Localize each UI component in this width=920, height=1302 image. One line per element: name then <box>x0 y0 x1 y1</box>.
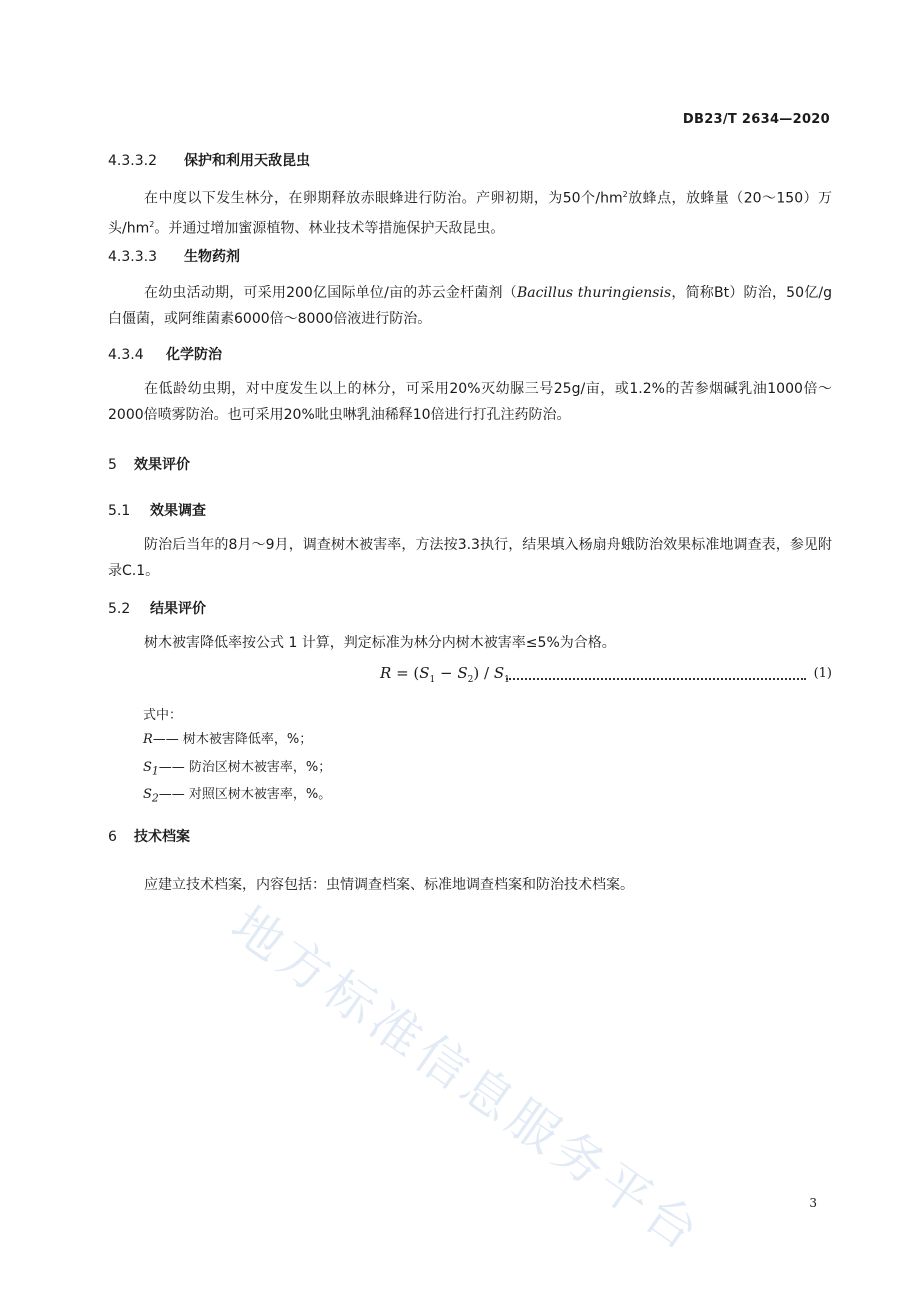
text-run: 在中度以下发生林分，在卵期释放赤眼蜂进行防治。产卵初期，为50个/hm <box>144 190 623 207</box>
text-run: 在幼虫活动期，可采用200亿国际单位/亩的苏云金杆菌剂（ <box>144 285 517 301</box>
paragraph-technical-archives: 应建立技术档案，内容包括：虫情调查档案、标准地调查档案和防治技术档案。 <box>144 877 634 893</box>
definition-subscript: 2 <box>151 791 159 805</box>
definition-text: —— 防治区树木被害率，%； <box>158 759 332 775</box>
superscript: 2 <box>622 190 628 199</box>
paragraph-chemical-control: 在低龄幼虫期，对中度发生以上的林分，可采用20%灭幼脲三号25g/亩，或1.2%的苦参烟碱乳油1000倍～2000倍喷雾防治。也可采用20%吡虫啉乳油稀释10倍进行打孔注药防治。 <box>108 381 832 423</box>
definition-item <box>143 756 331 784</box>
heading-4-3-4 <box>108 344 222 364</box>
heading-title: 化学防治 <box>166 347 222 363</box>
heading-title: 生物药剂 <box>184 249 240 265</box>
heading-title: 保护和利用天敌昆虫 <box>184 153 310 169</box>
heading-title: 技术档案 <box>134 829 190 845</box>
text-run: 。并通过增加蜜源植物、林业技术等措施保护天敌昆虫。 <box>154 220 505 237</box>
superscript: 2 <box>149 219 155 229</box>
paragraph-effect-survey: 防治后当年的8月～9月，调查树木被害率，方法按3.3执行，结果填入杨扇舟蛾防治效果标准地调查表，参见附录C.1。 <box>108 537 832 579</box>
definition-symbol: R <box>143 732 153 747</box>
heading-5-1 <box>108 500 206 520</box>
definition-text: —— 对照区树木被害率，%。 <box>158 787 332 803</box>
definition-symbol: S <box>143 759 152 775</box>
standard-code: DB23/T 2634—2020 <box>682 112 830 127</box>
formula-operator: − <box>435 664 458 682</box>
formula-subscript: 1 <box>504 675 510 685</box>
formula-operator: = ( <box>391 664 420 682</box>
definition-subscript: 1 <box>151 764 159 778</box>
formula-leader-dots <box>506 678 806 680</box>
heading-number: 4.3.3.2 <box>108 153 157 169</box>
definitions-intro: 式中： <box>143 708 183 723</box>
heading-title: 结果评价 <box>150 601 206 617</box>
heading-5-2 <box>108 598 206 618</box>
page-number: 3 <box>809 1196 817 1210</box>
watermark: 地方标准信息服务平台 <box>221 895 714 1265</box>
heading-number: 6 <box>108 829 117 845</box>
heading-title: 效果评价 <box>134 457 190 473</box>
heading-number: 4.3.4 <box>108 347 144 363</box>
text-run: 放蜂点，放蜂量（20～150）万头/hm <box>108 190 832 237</box>
formula-definitions <box>143 704 331 811</box>
formula-number: (1) <box>813 666 832 681</box>
formula-subscript: 2 <box>467 675 474 685</box>
formula-symbol: S <box>457 664 468 682</box>
heading-6 <box>108 826 190 846</box>
formula-operator: ) / <box>473 664 494 682</box>
formula-symbol: S <box>419 664 430 682</box>
heading-number: 5.1 <box>108 503 131 519</box>
heading-title: 效果调查 <box>150 503 206 519</box>
definition-text: —— 树木被害降低率，%； <box>152 732 313 747</box>
heading-number: 4.3.3.3 <box>108 249 157 265</box>
heading-5 <box>108 454 190 474</box>
heading-number: 5 <box>108 457 117 473</box>
paragraph-natural-enemies <box>108 182 832 241</box>
species-name: Bacillus thuringiensis <box>516 285 672 301</box>
heading-number: 5.2 <box>108 601 131 617</box>
definition-item <box>143 783 331 811</box>
text-run: ，简称Bt）防治，50亿/g白僵菌，或阿维菌素6000倍～8000倍液进行防治。 <box>108 285 833 327</box>
formula-subscript: 1 <box>429 675 436 685</box>
paragraph-biological-agents <box>108 280 832 332</box>
paragraph-result-evaluation: 树木被害降低率按公式 1 计算，判定标准为林分内树木被害率≤5%为合格。 <box>144 635 616 651</box>
heading-4-3-3-3 <box>108 246 240 266</box>
formula-symbol: S <box>493 664 505 682</box>
definition-symbol: S <box>143 787 152 803</box>
formula-1 <box>380 664 832 692</box>
formula-symbol: R <box>380 664 392 682</box>
heading-4-3-3-2 <box>108 150 310 170</box>
formula-expression <box>380 664 510 685</box>
definition-item <box>143 728 331 756</box>
